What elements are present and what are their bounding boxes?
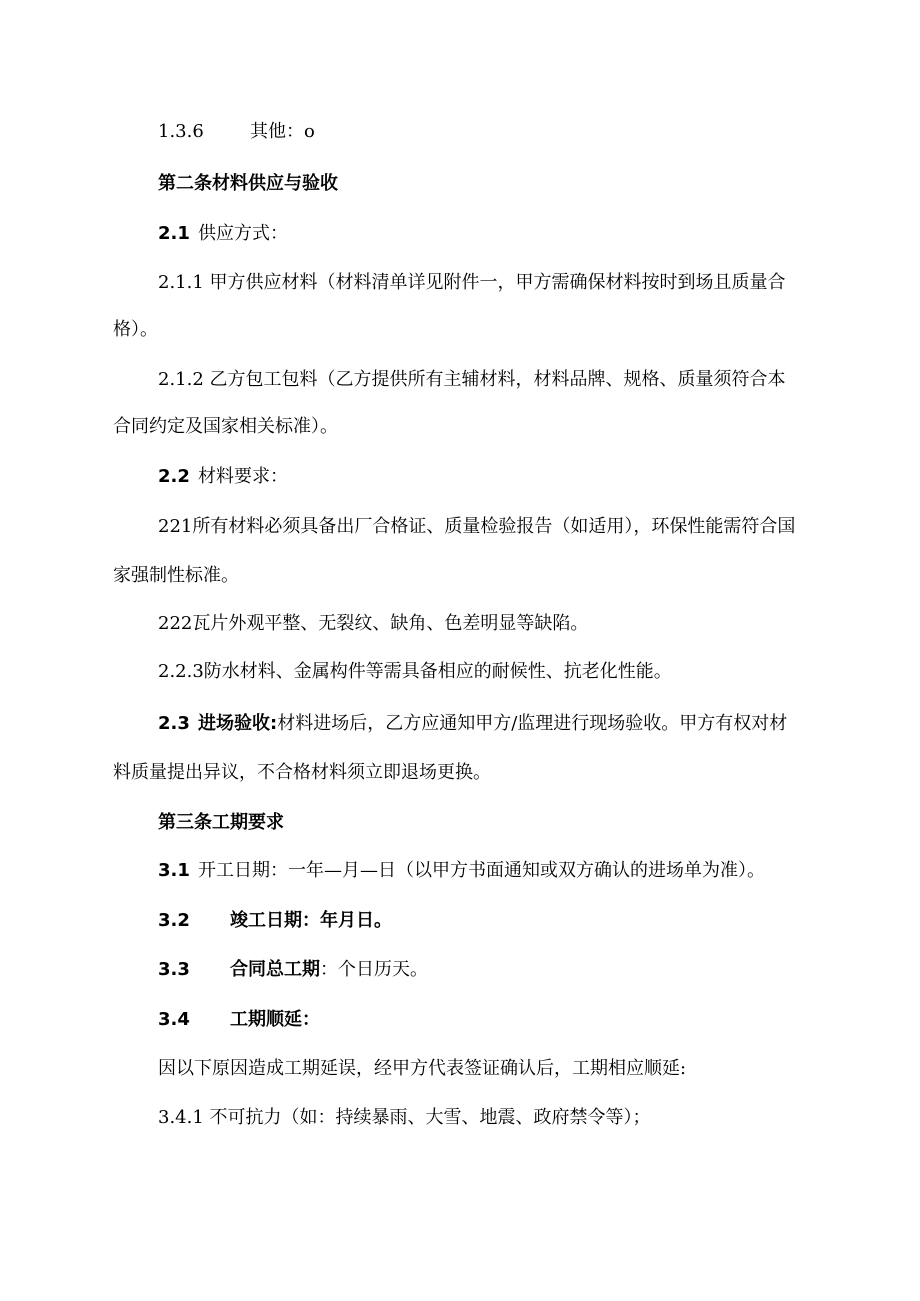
clause-2-1-2-line2: 合同约定及国家相关标准）。 bbox=[113, 416, 338, 437]
clause-number: 3.3 bbox=[158, 959, 190, 980]
clause-number: 2.2 bbox=[158, 466, 190, 487]
clause-2-2 bbox=[158, 465, 288, 489]
clause-text: 材料要求： bbox=[198, 466, 288, 487]
clause-number: 2.3 bbox=[158, 713, 190, 734]
clause-text: 工期顺延： bbox=[230, 1009, 320, 1030]
clause-text: 竣工日期：年月日。 bbox=[230, 910, 392, 931]
clause-label: 合同总工期 bbox=[230, 959, 320, 980]
clause-2-1-1-line1: 2.1.1 甲方供应材料（材料清单详见附件一，甲方需确保材料按时到场且质量合 bbox=[158, 272, 786, 293]
clause-2-3-line2: 料质量提出异议，不合格材料须立即退场更换。 bbox=[113, 762, 491, 783]
clause-number: 3.2 bbox=[158, 910, 190, 931]
clause-3-3 bbox=[158, 958, 428, 982]
article-3-title: 第三条工期要求 bbox=[158, 812, 284, 833]
clause-2-2-3: 2.2.3防水材料、金属构件等需具备相应的耐候性、抗老化性能。 bbox=[158, 661, 672, 682]
clause-3-2 bbox=[158, 909, 392, 933]
clause-1-3-6 bbox=[158, 120, 315, 144]
clause-2-3-line1 bbox=[158, 712, 787, 736]
clause-text: 供应方式： bbox=[198, 223, 288, 244]
article-2-title: 第二条材料供应与验收 bbox=[158, 173, 338, 194]
clause-number: 2.1 bbox=[158, 223, 190, 244]
clause-2-2-1-line2: 家强制性标准。 bbox=[113, 565, 239, 586]
clause-2-1-2-line1: 2.1.2 乙方包工包料（乙方提供所有主辅材料，材料品牌、规格、质量须符合本 bbox=[158, 369, 786, 390]
clause-3-4-1: 3.4.1 不可抗力（如：持续暴雨、大雪、地震、政府禁令等）； bbox=[158, 1107, 651, 1128]
clause-2-2-2: 222瓦片外观平整、无裂纹、缺角、色差明显等缺陷。 bbox=[158, 613, 589, 634]
clause-text: 其他：o bbox=[250, 121, 315, 142]
clause-text: 材料进场后，乙方应通知甲方/监理进行现场验收。甲方有权对材 bbox=[277, 713, 788, 734]
clause-number: 3.1 bbox=[158, 860, 190, 881]
clause-3-1 bbox=[158, 859, 765, 883]
clause-number: 1.3.6 bbox=[158, 121, 204, 142]
clause-3-4 bbox=[158, 1008, 320, 1032]
clause-label: 进场验收: bbox=[198, 713, 278, 734]
clause-2-2-1-line1: 221所有材料必须具备出厂合格证、质量检验报告（如适用），环保性能需符合国 bbox=[158, 516, 796, 537]
clause-number: 3.4 bbox=[158, 1009, 190, 1030]
clause-3-4-intro: 因以下原因造成工期延误，经甲方代表签证确认后，工期相应顺延: bbox=[158, 1058, 687, 1079]
clause-2-1 bbox=[158, 222, 288, 246]
clause-2-1-1-line2: 格）。 bbox=[113, 319, 158, 340]
clause-text: 开工日期：一年—月—日（以甲方书面通知或双方确认的进场单为准）。 bbox=[198, 860, 765, 881]
clause-text: ：个日历天。 bbox=[320, 959, 428, 980]
